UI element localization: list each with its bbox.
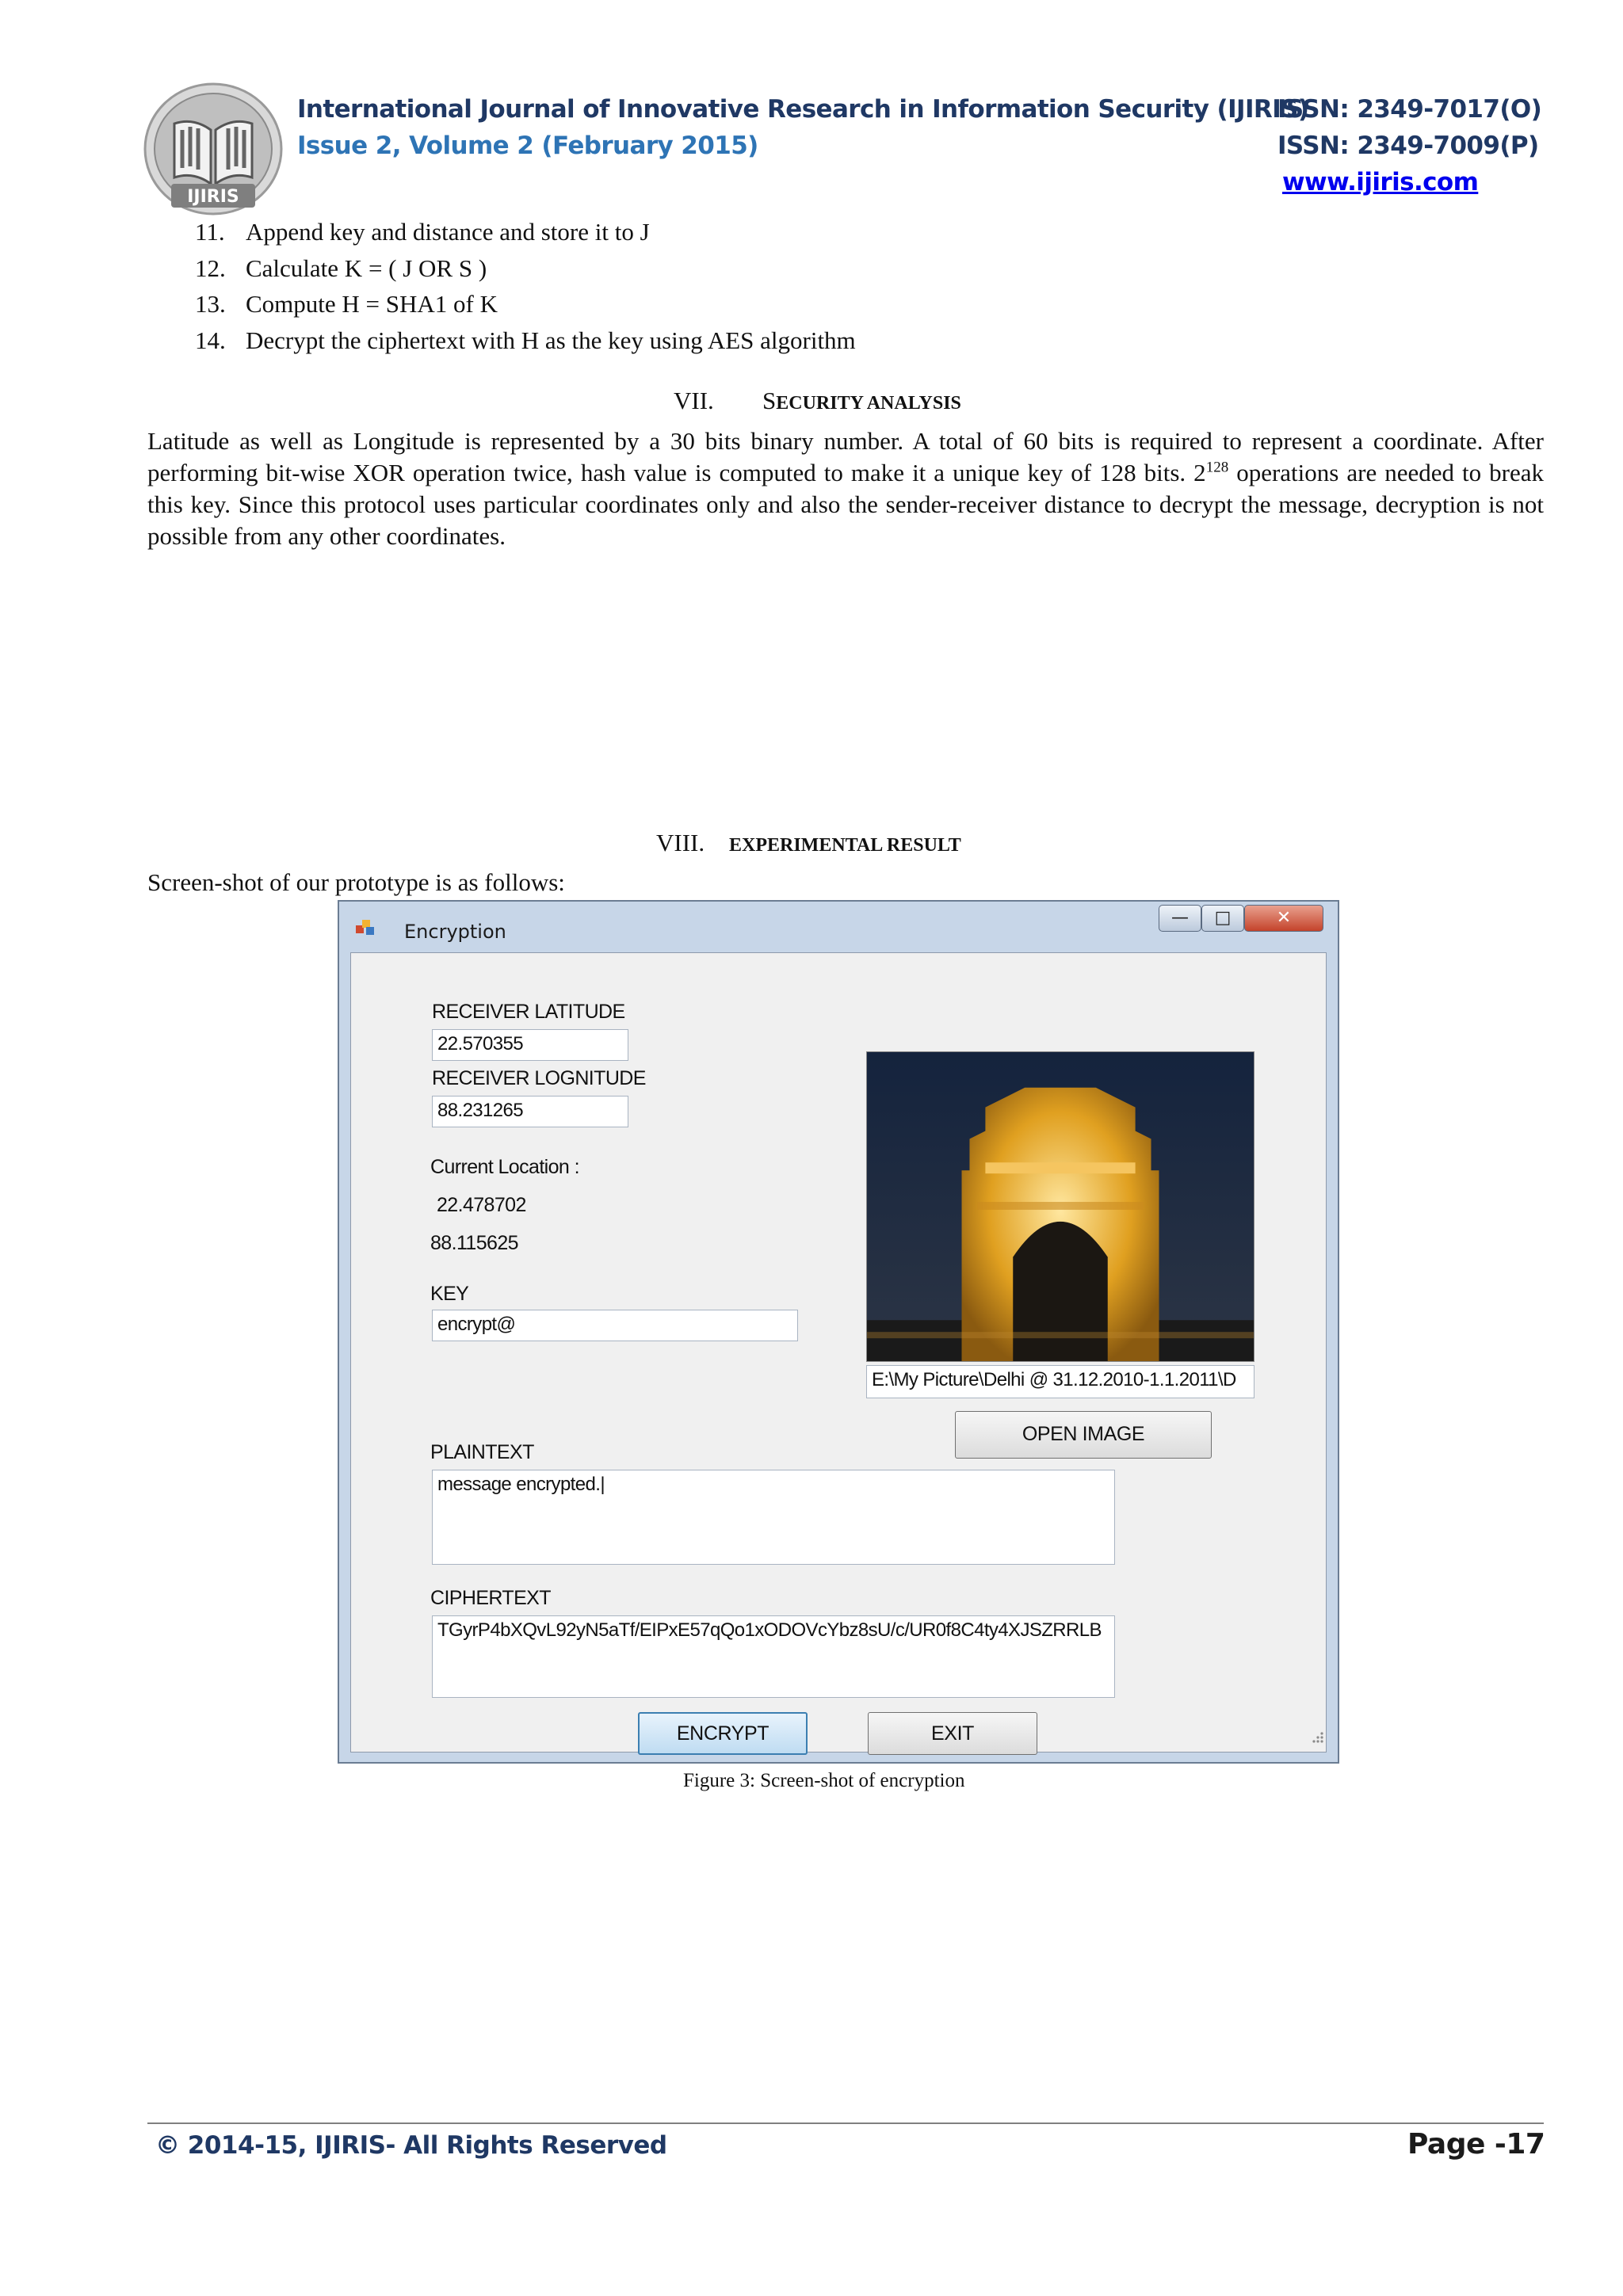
journal-website-link[interactable]: www.ijiris.com [1282,168,1479,196]
app-icon [355,919,376,936]
step-number: 13. [195,290,226,318]
current-longitude-value: 88.115625 [430,1232,518,1254]
receiver-latitude-label: RECEIVER LATITUDE [432,1001,625,1023]
ciphertext-output[interactable]: TGyrP4bXQvL92yN5aTf/EIPxE57qQo1xODOVcYbz8sU/c/UR0f8C4ty4XJSZRRLB [432,1615,1115,1698]
plaintext-input[interactable]: message encrypted.| [432,1470,1115,1565]
encryption-window: Encryption — □ ✕ RECEIVER LATITUDE 22.570355 RECEIVER LOGNITUDE 88.231265 Current Location : 22.478702 88.115625 KEY encrypt@ E:\My Picture\Delhi @ 31.12.2010-1.1.2011\D OPEN IMAGE PLAINTEXT message encrypted.| CIPHERTEXT TGyrP4bXQvL92yN5aTf/EIPxE57qQo1xODOVcYbz8sU/c/UR0f8C4ty4XJSZRRLB ENCRYPT EXIT [338,900,1339,1764]
step-text: Decrypt the ciphertext with H as the key using AES algorithm [246,326,856,354]
figure-caption: Figure 3: Screen-shot of encryption [683,1770,965,1791]
step-number: 12. [195,254,226,282]
step-text: Compute H = SHA1 of K [246,290,498,318]
plaintext-label: PLAINTEXT [430,1441,534,1463]
list-item [195,214,856,250]
figure-intro-text: Screen-shot of our prototype is as follows: [147,868,565,896]
minimize-button[interactable]: — [1159,905,1201,932]
footer-copyright: © 2014-15, IJIRIS- All Rights Reserved [155,2131,667,2160]
ciphertext-label: CIPHERTEXT [430,1587,551,1609]
security-analysis-paragraph: Latitude as well as Longitude is represented by a 30 bits binary number. A total of 60 bits is required to represent a coordinate. After performing bit-wise XOR operation twice, hash value is computed to make it a unique key of 128 bits. $2^{128}$ operations are needed to break this key. Since this protocol uses particular coordinates only and also the sender-receiver distance to decrypt the message, decryption is not possible from any other coordinates. [147,427,1544,550]
step-number: 11. [195,218,225,246]
section-title-rest: ECURITY ANALYSIS [776,393,961,414]
section-number: VII. [674,387,714,414]
journal-issue: Issue 2, Volume 2 (February 2015) [297,132,758,160]
list-item [195,322,856,359]
issn-online: ISSN: 2349-7017(O) [1277,95,1542,124]
key-label: KEY [430,1283,469,1305]
step-number: 14. [195,326,226,354]
receiver-longitude-input[interactable]: 88.231265 [432,1096,628,1127]
close-button[interactable]: ✕ [1244,905,1323,932]
section-title: EXPERIMENTAL RESULT [729,835,961,856]
image-path-field[interactable]: E:\My Picture\Delhi @ 31.12.2010-1.1.2011\D [866,1365,1254,1398]
exit-button[interactable]: EXIT [868,1712,1037,1755]
ijiris-logo [143,82,284,219]
journal-title: International Journal of Innovative Research in Information Security (IJIRIS) [297,95,1309,124]
section-title-initial: S [762,387,777,414]
maximize-button[interactable]: □ [1201,905,1244,932]
receiver-longitude-label: RECEIVER LOGNITUDE [432,1067,646,1089]
algorithm-steps [195,214,856,358]
open-image-button[interactable]: OPEN IMAGE [955,1411,1212,1459]
footer-divider [147,2122,1544,2124]
form-client-area [350,952,1327,1753]
logo-text: IJIRIS [187,187,239,207]
list-item [195,286,856,322]
section-number: VIII. [656,829,705,856]
india-gate-photo [866,1051,1254,1362]
key-input[interactable]: encrypt@ [432,1310,798,1341]
current-latitude-value: 22.478702 [437,1194,526,1216]
step-text: Calculate K = ( J OR S ) [246,254,487,282]
resize-grip-icon[interactable] [1310,1730,1324,1744]
section-heading-security-analysis [674,387,961,415]
page-number: Page -17 [1407,2128,1545,2161]
section-heading-experimental-result [656,829,961,857]
current-location-label: Current Location : [430,1156,579,1178]
encrypt-button[interactable]: ENCRYPT [638,1712,808,1755]
step-text: Append key and distance and store it to J [246,218,650,246]
issn-print: ISSN: 2349-7009(P) [1277,132,1539,160]
receiver-latitude-input[interactable]: 22.570355 [432,1029,628,1061]
list-item [195,250,856,287]
